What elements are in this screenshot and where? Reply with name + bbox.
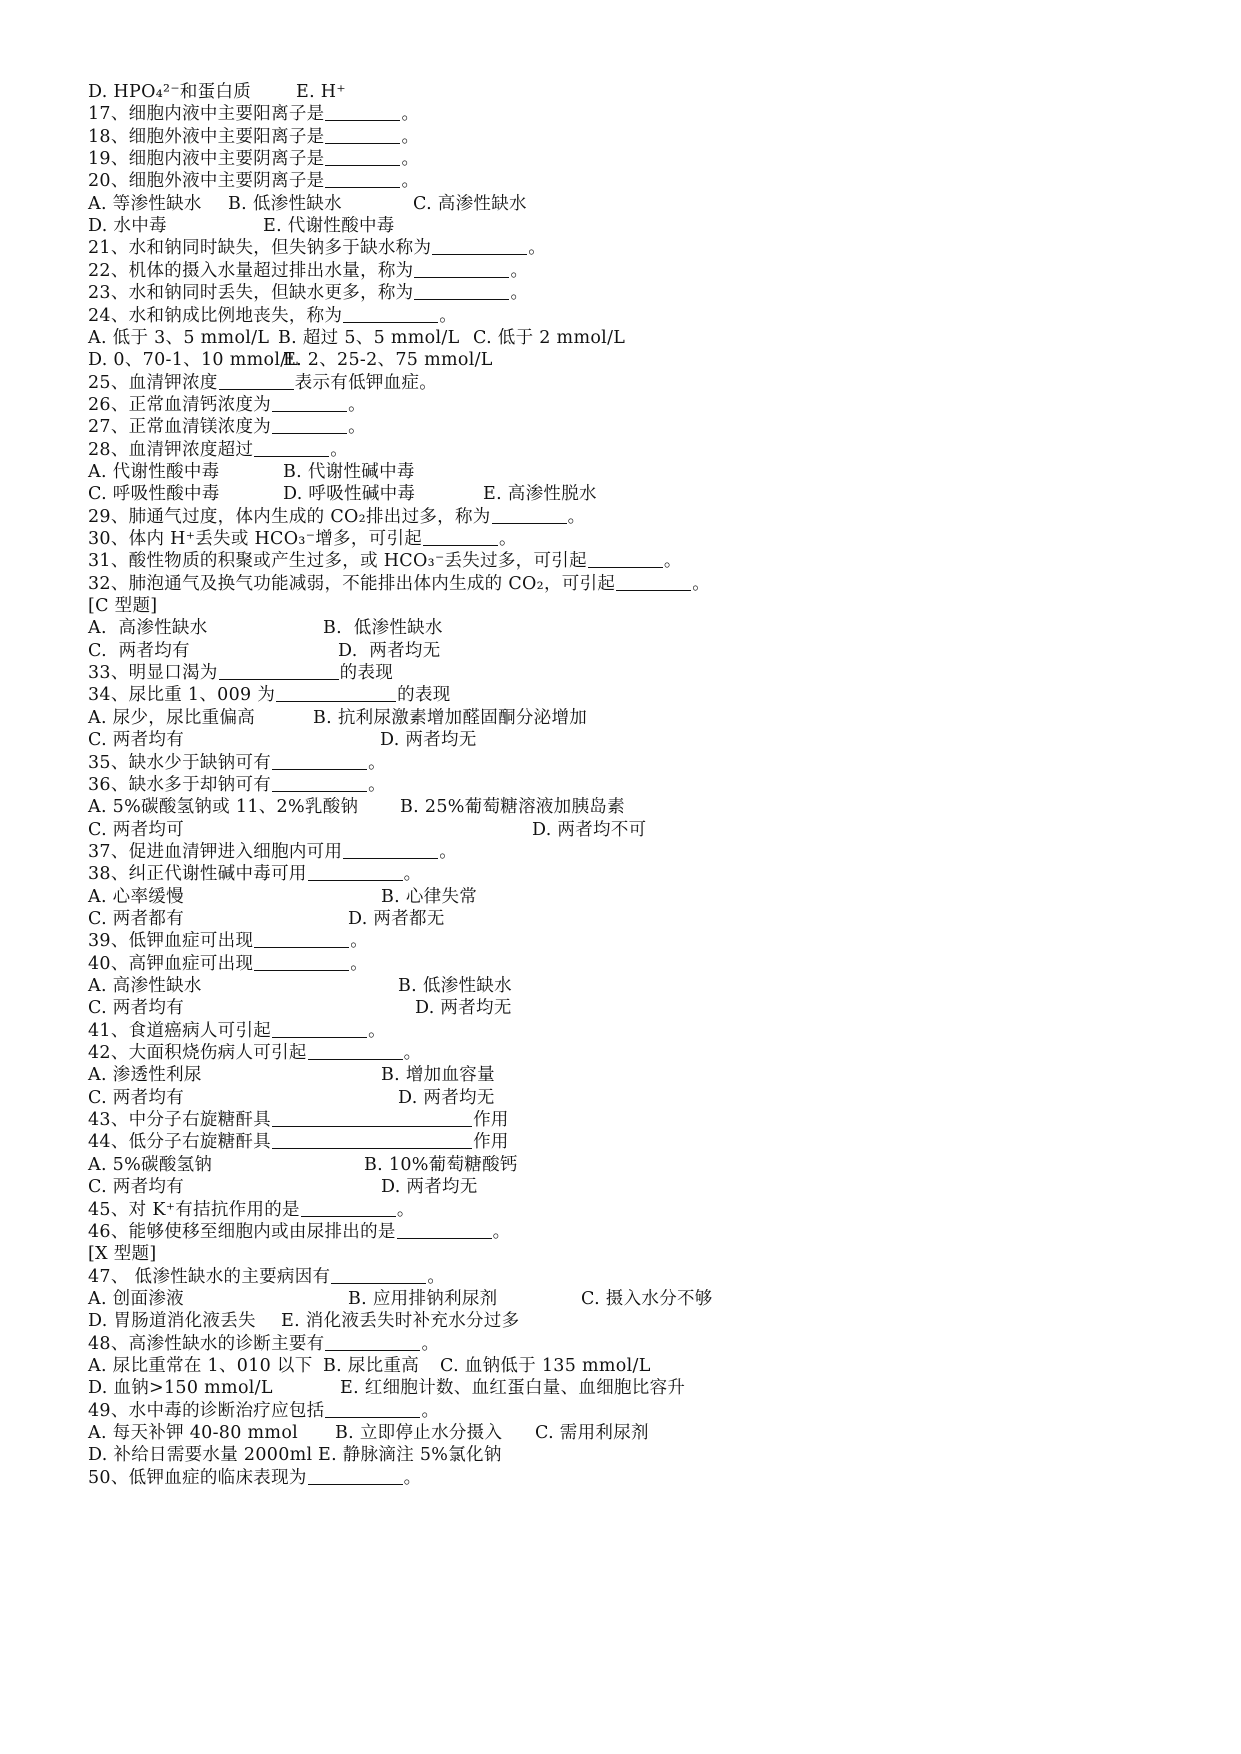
question-line <box>88 862 421 887</box>
answer-option: B. 应用排钠利尿剂 <box>348 1288 498 1309</box>
answer-option: D. 胃肠道消化液丢失 <box>88 1311 256 1332</box>
question-text: 48、高渗性缺水的诊断主要有 <box>88 1333 325 1354</box>
question-line <box>88 1466 421 1491</box>
question-suffix: 。 <box>401 104 420 125</box>
question-suffix: 的表现 <box>339 663 394 684</box>
question-line <box>88 1019 386 1044</box>
question-text: 35、缺水少于缺钠可有 <box>88 752 272 773</box>
question-suffix: 。 <box>368 1020 386 1041</box>
answer-option: C. 需用利尿剂 <box>535 1423 649 1443</box>
question-line <box>88 1130 509 1155</box>
answer-option: D. 两者均不可 <box>532 819 647 840</box>
answer-blank[interactable] <box>308 1041 403 1060</box>
question-text: 28、血清钾浓度超过 <box>88 439 254 460</box>
question-text: 32、肺泡通气及换气功能减弱，不能排出体内生成的 CO₂，可引起 <box>88 573 616 594</box>
question-line <box>88 259 528 284</box>
answer-option: E. 红细胞计数、血红蛋白量、血细胞比容升 <box>340 1378 686 1399</box>
question-text: 33、明显口渴为 <box>88 663 218 684</box>
question-line <box>88 415 366 440</box>
question-suffix: 。 <box>348 417 366 438</box>
question-line <box>88 572 710 597</box>
question-line <box>88 549 682 574</box>
answer-blank[interactable] <box>492 505 567 524</box>
question-suffix: 。 <box>330 439 349 460</box>
question-suffix: 。 <box>368 752 386 773</box>
answer-option: A. 低于 3、5 mmol/L <box>88 327 270 348</box>
section-heading <box>88 594 157 619</box>
question-text: 45、对 K⁺有拮抗作用的是 <box>88 1199 300 1220</box>
answer-option: B. 25%葡萄糖溶液加胰岛素 <box>400 797 625 818</box>
answer-option: E. 2、25-2、75 mmol/L <box>283 350 493 371</box>
question-suffix: 。 <box>692 573 710 594</box>
answer-option: D. 两者都无 <box>348 908 445 929</box>
answer-blank[interactable] <box>254 438 329 457</box>
answer-blank[interactable] <box>254 929 349 948</box>
answer-option: E. 消化液丢失时补充水分过多 <box>281 1311 520 1332</box>
question-line <box>88 281 528 306</box>
question-line <box>88 1332 439 1357</box>
question-line <box>88 527 517 552</box>
answer-option: C. 摄入水分不够 <box>581 1288 713 1309</box>
question-suffix: 。 <box>396 1199 415 1220</box>
answer-option: C. 呼吸性酸中毒 <box>88 484 220 505</box>
answer-option: A. 心率缓慢 <box>88 886 184 907</box>
question-line <box>88 840 457 865</box>
section-label: [C 型题] <box>88 596 158 617</box>
answer-option: B. 低渗性缺水 <box>398 976 512 996</box>
question-text: 22、机体的摄入水量超过排出水量，称为 <box>88 260 414 281</box>
answer-blank[interactable] <box>331 1265 426 1284</box>
question-suffix: 。 <box>492 1221 511 1242</box>
answer-blank[interactable] <box>343 304 438 323</box>
question-line <box>88 505 585 530</box>
question-suffix: 。 <box>401 126 420 147</box>
answer-option: D. 两者均无 <box>415 998 512 1019</box>
answer-blank[interactable] <box>272 1108 472 1127</box>
question-text: 39、低钾血症可出现 <box>88 931 254 952</box>
answer-blank[interactable] <box>325 1332 420 1351</box>
question-text: 44、低分子右旋糖酐具 <box>88 1132 272 1153</box>
answer-blank[interactable] <box>414 281 509 300</box>
question-text: 30、体内 H⁺丢失或 HCO₃⁻增多，可引起 <box>88 529 423 549</box>
answer-option: C. 高渗性缺水 <box>413 193 527 214</box>
question-text: 38、纠正代谢性碱中毒可用 <box>88 864 307 885</box>
question-suffix: 。 <box>499 529 517 549</box>
answer-blank[interactable] <box>325 1399 420 1418</box>
answer-blank[interactable] <box>272 1130 472 1149</box>
answer-option: D. HPO₄²⁻和蛋白质 <box>88 82 252 102</box>
answer-option: D. 两者均无 <box>398 1087 495 1108</box>
answer-option: D. 两者均无 <box>380 730 477 751</box>
question-suffix: 。 <box>403 864 422 885</box>
answer-option: C. 两者均有 <box>88 1177 184 1198</box>
answer-blank[interactable] <box>397 1220 492 1239</box>
answer-option: B. 低渗性缺水 <box>323 618 443 639</box>
answer-option: B. 抗利尿激素增加醛固酮分泌增加 <box>313 707 588 728</box>
question-suffix: 。 <box>510 283 529 304</box>
answer-blank[interactable] <box>219 661 339 680</box>
question-text: 41、食道癌病人可引起 <box>88 1020 272 1041</box>
answer-option: B. 10%葡萄糖酸钙 <box>364 1154 518 1175</box>
question-line <box>88 683 451 708</box>
question-text: 29、肺通气过度，体内生成的 CO₂排出过多，称为 <box>88 506 491 527</box>
question-text: 20、细胞外液中主要阴离子是 <box>88 171 325 192</box>
answer-blank[interactable] <box>272 773 367 792</box>
question-line <box>88 1108 509 1133</box>
question-suffix: 。 <box>427 1266 446 1287</box>
answer-blank[interactable] <box>272 751 367 770</box>
answer-option: A. 每天补钾 40-80 mmol <box>88 1423 299 1443</box>
answer-option: E. 代谢性酸中毒 <box>263 216 395 237</box>
question-text: 36、缺水多于却钠可有 <box>88 774 272 795</box>
question-suffix: 作用 <box>473 1132 509 1153</box>
question-text: 40、高钾血症可出现 <box>88 953 254 974</box>
question-line <box>88 1220 510 1245</box>
section-heading <box>88 1242 156 1267</box>
question-text: 19、细胞内液中主要阴离子是 <box>88 149 325 170</box>
answer-blank[interactable] <box>272 415 347 434</box>
question-text: 18、细胞外液中主要阳离子是 <box>88 126 325 147</box>
question-suffix: 。 <box>421 1333 440 1354</box>
question-text: 25、血清钾浓度 <box>88 372 218 393</box>
answer-option: B. 尿比重高 <box>323 1355 420 1376</box>
answer-option: B. 代谢性碱中毒 <box>283 461 415 482</box>
answer-blank[interactable] <box>308 1466 403 1485</box>
answer-option: D. 水中毒 <box>88 216 167 237</box>
question-line <box>88 1198 415 1223</box>
question-text: 50、低钾血症的临床表现为 <box>88 1467 307 1488</box>
answer-option: B. 立即停止水分摄入 <box>335 1423 503 1443</box>
answer-option: D. 补给日需要水量 2000ml <box>88 1445 313 1466</box>
question-line <box>88 371 437 396</box>
answer-option: C. 两者都有 <box>88 908 184 929</box>
question-line <box>88 929 368 954</box>
question-text: 42、大面积烧伤病人可引起 <box>88 1043 307 1064</box>
question-text: 24、水和钠成比例地丧失，称为 <box>88 305 343 326</box>
section-label: [X 型题] <box>88 1244 157 1265</box>
answer-option: D. 血钠>150 mmol/L <box>88 1378 273 1399</box>
question-line <box>88 661 393 686</box>
answer-option: A. 创面渗液 <box>88 1288 184 1309</box>
answer-option: D. 0、70-1、10 mmol/L <box>88 350 299 371</box>
question-suffix: 。 <box>567 506 586 527</box>
answer-blank[interactable] <box>343 840 438 859</box>
question-text: 23、水和钠同时丢失，但缺水更多，称为 <box>88 283 414 304</box>
question-text: 47、 低渗性缺水的主要病因有 <box>88 1266 331 1287</box>
answer-option: B. 心律失常 <box>381 886 478 907</box>
question-line <box>88 1041 421 1066</box>
answer-blank[interactable] <box>588 549 663 568</box>
answer-option: B. 增加血容量 <box>381 1065 495 1086</box>
answer-option: C. 两者均有 <box>88 1087 184 1108</box>
question-suffix: 。 <box>421 1400 440 1421</box>
answer-option: C. 两者均有 <box>88 730 184 751</box>
question-suffix: 。 <box>401 149 420 170</box>
question-suffix: 。 <box>439 305 458 326</box>
answer-blank[interactable] <box>325 102 400 121</box>
answer-blank[interactable] <box>219 371 294 390</box>
answer-option: A. 等渗性缺水 <box>88 193 202 214</box>
answer-option: A. 尿少，尿比重偏高 <box>88 707 256 728</box>
question-suffix: 。 <box>403 1467 422 1488</box>
answer-blank[interactable] <box>301 1198 396 1217</box>
question-suffix: 。 <box>348 394 366 415</box>
question-text: 26、正常血清钙浓度为 <box>88 394 272 415</box>
question-suffix: 。 <box>350 931 369 952</box>
answer-option: E. 高渗性脱水 <box>483 484 597 505</box>
question-text: 27、正常血清镁浓度为 <box>88 417 272 438</box>
answer-blank[interactable] <box>616 572 691 591</box>
answer-blank[interactable] <box>423 527 498 546</box>
answer-option: C. 两者均有 <box>88 640 190 661</box>
answer-blank[interactable] <box>272 1019 367 1038</box>
answer-blank[interactable] <box>325 169 400 188</box>
answer-option: A. 高渗性缺水 <box>88 976 202 996</box>
question-suffix: 。 <box>663 551 682 572</box>
question-suffix: 。 <box>439 841 458 862</box>
answer-blank[interactable] <box>276 683 396 702</box>
question-line <box>88 125 419 150</box>
answer-blank[interactable] <box>325 125 400 144</box>
question-text: 31、酸性物质的积聚或产生过多，或 HCO₃⁻丢失过多，可引起 <box>88 551 587 572</box>
answer-option: C. 两者均有 <box>88 998 184 1019</box>
question-text: 49、水中毒的诊断治疗应包括 <box>88 1400 325 1421</box>
answer-blank[interactable] <box>432 236 527 255</box>
question-line <box>88 1399 439 1424</box>
answer-option: E. 静脉滴注 5%氯化钠 <box>318 1445 502 1466</box>
answer-blank[interactable] <box>254 952 349 971</box>
question-text: 43、中分子右旋糖酐具 <box>88 1110 272 1131</box>
question-line <box>88 1265 445 1290</box>
question-line <box>88 304 457 329</box>
question-suffix: 。 <box>528 238 547 259</box>
answer-option: A. 渗透性利尿 <box>88 1065 202 1086</box>
question-suffix: 。 <box>401 171 420 192</box>
question-line <box>88 751 386 776</box>
question-text: 46、能够使移至细胞内或由尿排出的是 <box>88 1221 396 1242</box>
answer-option: B. 超过 5、5 mmol/L <box>278 327 460 348</box>
question-line <box>88 438 348 463</box>
answer-option: A. 代谢性酸中毒 <box>88 461 220 482</box>
question-suffix: 作用 <box>473 1110 509 1131</box>
answer-option: D. 呼吸性碱中毒 <box>283 484 416 505</box>
answer-blank[interactable] <box>308 862 403 881</box>
question-suffix: 。 <box>368 774 386 795</box>
answer-option: D. 两者均无 <box>381 1177 478 1198</box>
answer-option: A. 5%碳酸氢钠 <box>88 1154 213 1175</box>
question-text: 17、细胞内液中主要阳离子是 <box>88 104 325 125</box>
answer-option: A. 高渗性缺水 <box>88 618 208 639</box>
question-text: 37、促进血清钾进入细胞内可用 <box>88 841 343 862</box>
answer-option: A. 5%碳酸氢钠或 11、2%乳酸钠 <box>88 797 359 818</box>
question-line <box>88 102 419 127</box>
question-line <box>88 773 386 798</box>
answer-option: C. 血钠低于 135 mmol/L <box>440 1355 651 1376</box>
answer-option: B. 低渗性缺水 <box>228 193 342 214</box>
answer-blank[interactable] <box>414 259 509 278</box>
answer-blank[interactable] <box>272 393 347 412</box>
question-line <box>88 952 368 977</box>
question-suffix: 。 <box>510 260 529 281</box>
question-suffix: 表示有低钾血症。 <box>294 372 438 393</box>
answer-option: C. 两者均可 <box>88 819 184 840</box>
question-line <box>88 393 366 418</box>
answer-blank[interactable] <box>325 147 400 166</box>
question-line <box>88 236 546 261</box>
answer-option: D. 两者均无 <box>338 640 441 661</box>
question-line <box>88 147 419 172</box>
answer-option: C. 低于 2 mmol/L <box>473 327 626 348</box>
answer-option: E. H⁺ <box>296 82 346 102</box>
question-suffix: 的表现 <box>397 685 451 706</box>
answer-option: A. 尿比重常在 1、010 以下 <box>88 1355 313 1376</box>
question-suffix: 。 <box>403 1043 422 1064</box>
question-text: 34、尿比重 1、009 为 <box>88 685 276 706</box>
question-suffix: 。 <box>350 953 369 974</box>
question-text: 21、水和钠同时缺失，但失钠多于缺水称为 <box>88 238 432 259</box>
question-line <box>88 169 419 194</box>
